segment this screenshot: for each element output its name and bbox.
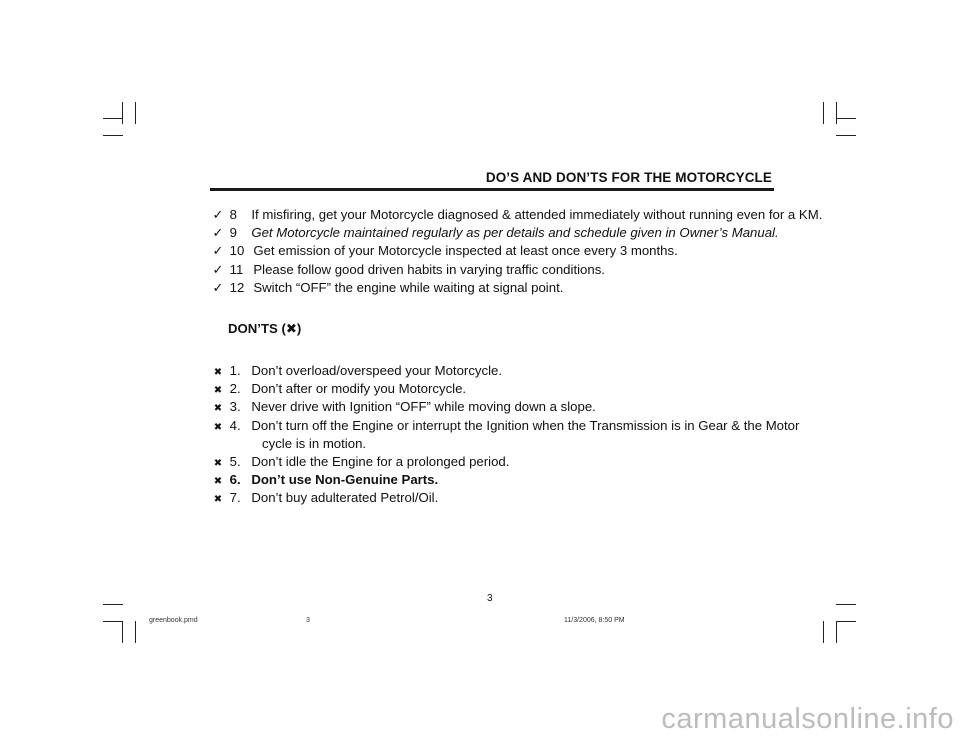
page-number: 3 [487,593,493,604]
cross-icon: ✖ [213,385,223,396]
watermark: carmanualsonline.info [661,703,954,735]
item-number: 7. [229,490,241,505]
item-number: 2. [229,381,241,396]
item-text: Don’t use Non-Genuine Parts. [251,472,439,487]
item-text: Don’t turn off the Engine or interrupt the Ignition when the Transmission is in Gear & the Motor [251,418,800,433]
crop-mark [836,621,856,622]
item-number: 11 [229,262,244,277]
item-text: Don’t idle the Engine for a prolonged period. [251,454,510,469]
item-text: If misfiring, get your Motorcycle diagnosed & attended immediately without running even for a KM. [251,207,823,222]
item-text: Never drive with Ignition “OFF” while moving down a slope. [251,399,596,414]
crop-mark [836,604,856,605]
cross-icon: ✖ [213,422,223,433]
list-item [210,280,563,296]
crop-mark [122,102,123,124]
cross-icon: ✖ [213,367,223,378]
crop-mark [122,621,123,643]
footer-page: 3 [306,617,310,624]
cross-icon: ✖ [213,458,223,469]
item-number: 12 [229,280,245,295]
crop-mark [836,102,837,124]
crop-mark [103,118,123,119]
page-title: DO’S AND DON’TS FOR THE MOTORCYCLE [485,170,772,185]
crop-mark [103,621,123,622]
item-number: 8 [229,207,238,222]
crop-mark [823,102,824,124]
item-text: Please follow good driven habits in varying traffic conditions. [253,262,605,277]
crop-mark [836,621,837,643]
list-item [210,363,502,378]
footer-filename: greenbook.pmd [149,617,198,624]
item-number: 4. [229,418,241,433]
list-item [210,418,799,433]
footer-timestamp: 11/3/2006, 8:50 PM [564,617,625,624]
item-number: 5. [229,454,241,469]
donts-heading: DON’TS (✖) [228,321,302,336]
cross-icon: ✖ [213,476,223,487]
item-number: 3. [229,399,241,414]
item-number: 1. [229,363,241,378]
item-number: 6. [229,472,241,487]
item-text: Don’t after or modify you Motorcycle. [251,381,467,396]
crop-mark [103,604,123,605]
item-text: cycle is in motion. [262,436,367,451]
cross-icon: ✖ [213,494,223,505]
item-text: Don’t overload/overspeed your Motorcycle. [251,363,503,378]
list-item [210,454,509,469]
checkmark-icon: ✓ [212,243,224,258]
list-item [210,225,779,241]
list-item-continuation [262,436,366,451]
list-item [210,381,466,396]
list-item [210,243,678,259]
crop-mark [836,118,856,119]
item-text: Get Motorcycle maintained regularly as per details and schedule given in Owner’s Manual. [251,225,779,240]
item-number: 9 [229,225,238,240]
list-item [210,262,605,278]
checkmark-icon: ✓ [212,280,224,295]
item-text: Get emission of your Motorcycle inspected at least once every 3 months. [253,243,678,258]
list-item [210,207,822,223]
list-item [210,399,596,414]
crop-mark [135,621,136,643]
checkmark-icon: ✓ [212,207,224,222]
item-text: Switch “OFF” the engine while waiting at signal point. [253,280,564,295]
checkmark-icon: ✓ [212,262,224,277]
crop-mark [103,135,123,136]
crop-mark [135,102,136,124]
cross-icon: ✖ [213,403,223,414]
crop-mark [823,621,824,643]
title-rule [210,188,774,191]
crop-mark [836,135,856,136]
item-text: Don’t buy adulterated Petrol/Oil. [251,490,439,505]
item-number: 10 [229,243,245,258]
list-item [210,490,438,505]
list-item [210,472,438,487]
checkmark-icon: ✓ [212,225,224,240]
